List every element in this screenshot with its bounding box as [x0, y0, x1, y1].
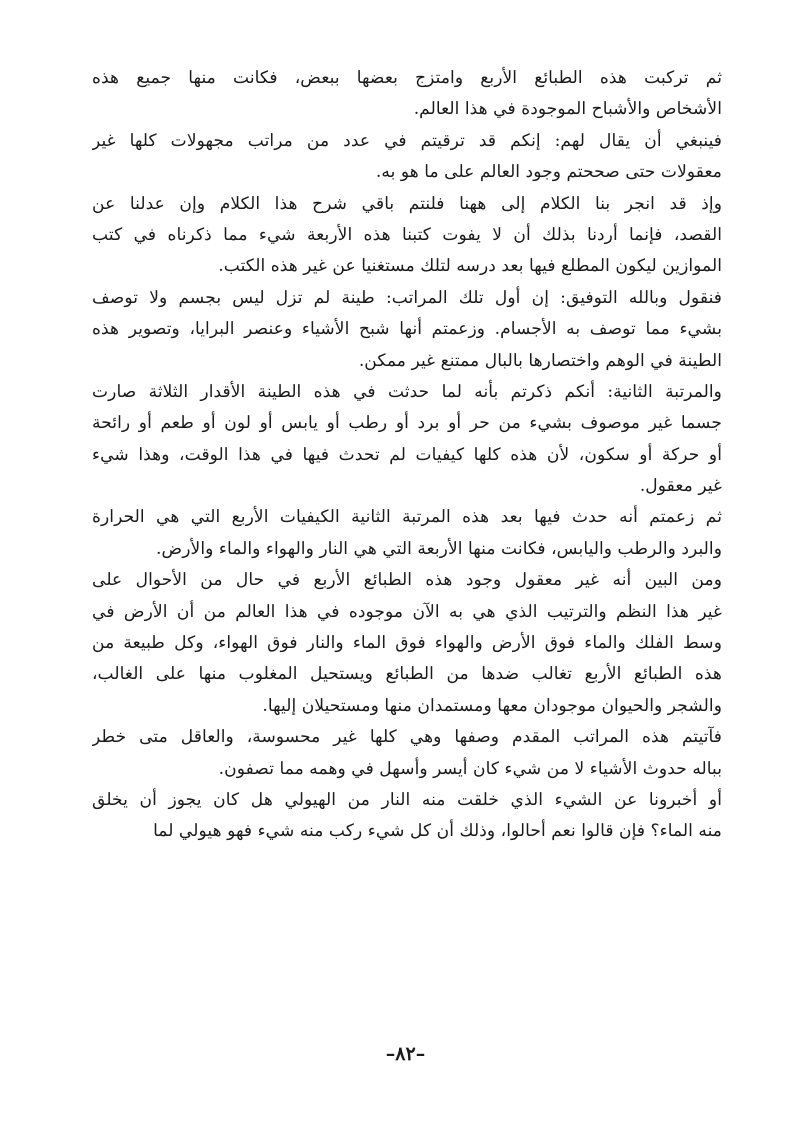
paragraph — [92, 126, 722, 189]
text-line: فينبغي أن يقال لهم: إنكم قد ترقيتم في عدد من مراتب مجهولات كلها غير — [92, 130, 722, 151]
text-line: والشجر والحيوان موجودان معها ومستمدان منها ومستحيلان إليها. — [262, 695, 722, 716]
text-line: أو حركة أو سكون، لأن هذه كلها كيفيات لم تحدث فيها في هذا الوقت، وهذا شيء — [92, 444, 722, 465]
text-line: ثم تركبت هذه الطبائع الأربع وامتزج بعضها ببعض، فكانت منها جميع هذه — [92, 68, 722, 88]
text-line: غير هذا النظم والترتيب الذي هي به الآن موجوده في هذا العالم من أن الأرض في — [92, 601, 722, 622]
paragraph — [92, 377, 722, 503]
text-line: القصد، فإنما أردنا بذلك أن لا يفوت كتبنا هذه الأربعة شيء مما ذكرناه في كتب — [92, 224, 722, 245]
paragraph — [92, 785, 722, 848]
text-line: معقولات حتى صححتم وجود العالم على ما هو به. — [375, 162, 722, 183]
text-line: هذه الطبائع الأربع تغالب ضدها من الطبائع ويستحيل المغلوب منها على الغالب، — [92, 664, 722, 685]
text-line: الأشخاص والأشباح الموجودة في هذا العالم. — [413, 99, 722, 120]
paragraph — [92, 565, 722, 722]
text-line: الطينة في الوهم واختصارها بالبال ممتنع غير ممكن. — [358, 350, 722, 371]
text-line: وسط الفلك والماء فوق الأرض والهواء فوق الماء والنار فوق الهواء، وكل طبيعة من — [92, 633, 722, 654]
text-line: فآتيتم هذه المراتب المقدم وصفها وهي كلها غير محسوسة، والعاقل متى خطر — [92, 727, 722, 748]
text-line: بشيء مما توصف به الأجسام. وزعمتم أنها شبح الأشياء وعنصر البرايا، وتصوير هذه — [92, 319, 722, 340]
text-line: منه الماء؟ فإن قالوا نعم أحالوا، وذلك أن كل شيء ركب منه شيء فهو هيولي لما — [153, 821, 722, 842]
text-line: الموازين ليكون المطلع فيها بعد درسه لتلك مستغنيا عن غير هذه الكتب. — [218, 256, 722, 277]
text-line: أو أخبرونا عن الشيء الذي خلقت منه النار من الهيولي هل كان يجوز أن يخلق — [92, 789, 722, 810]
paragraph — [92, 283, 722, 377]
paragraph — [92, 502, 722, 565]
paragraph — [92, 63, 722, 126]
text-line: غير معقول. — [639, 476, 722, 497]
text-line: ومن البين أنه غير معقول وجود هذه الطبائع الأربع في حال من الأحوال على — [92, 570, 722, 591]
text-line: جسما غير موصوف بشيء من حر أو برد أو رطب أو يابس أو لون أو طعم أو رائحة — [92, 413, 722, 434]
text-line: والمرتبة الثانية: أنكم ذكرتم بأنه لما حدثت في هذه الطينة الأقدار الثلاثة صارت — [92, 381, 722, 402]
body-text — [92, 63, 722, 848]
text-line: فنقول وبالله التوفيق: إن أول تلك المراتب: طينة لم تزل ليس بجسم ولا توصف — [92, 287, 722, 308]
page-number: –٨٢– — [385, 1043, 426, 1065]
text-line: والبرد والرطب واليابس، فكانت منها الأربعة التي هي النار والهواء والماء والأرض. — [156, 538, 722, 559]
paragraph — [92, 722, 722, 785]
paragraph — [92, 189, 722, 283]
text-line: وإذ قد انجر بنا الكلام إلى ههنا فلنتم باقي شرح هذا الكلام وإن عدلنا عن — [92, 193, 722, 214]
text-line: ثم زعمتم أنه حدث فيها بعد هذه المرتبة الثانية الكيفيات الأربع التي هي الحرارة — [92, 507, 722, 528]
text-line: بباله حدوث الأشياء لا من شيء كان أيسر وأسهل في وهمه مما تصفون. — [218, 758, 722, 779]
